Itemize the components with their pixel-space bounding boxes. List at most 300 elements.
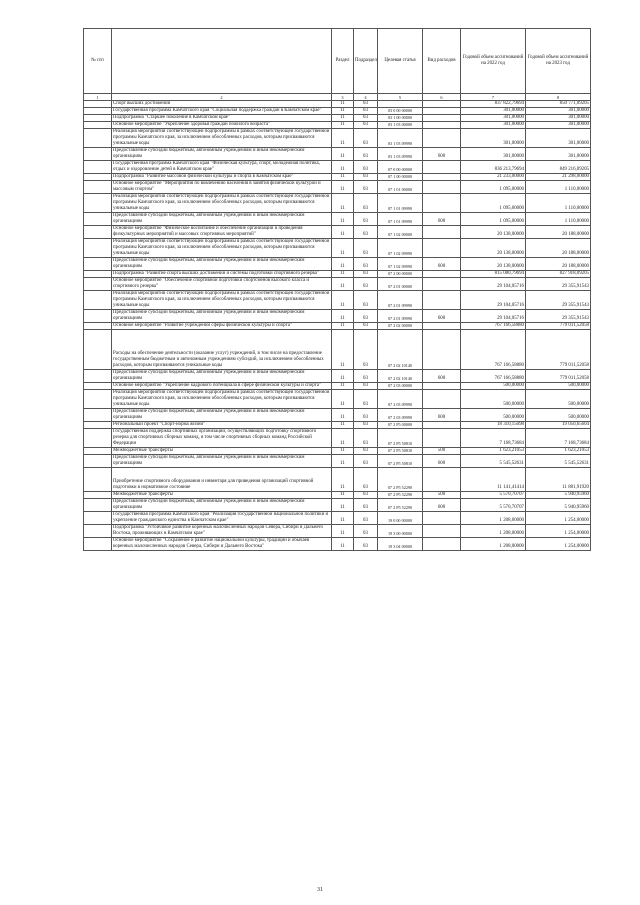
cell-section: 11 bbox=[332, 468, 354, 492]
header-num: № п/п bbox=[84, 29, 112, 94]
cell-subsection: 03 bbox=[354, 278, 378, 291]
cell-section: 11 bbox=[332, 174, 354, 181]
cell-subsection: 03 bbox=[354, 291, 378, 310]
table-row bbox=[84, 468, 591, 492]
cell-name: Расходы на обеспечение деятельности (оказание услуг) учреждений, в том числе на предоставление государственным бюджетным и автономным учреждениям субсидий, за исключением обособленных расходов, которым присваиваются уникальные коды bbox=[112, 330, 332, 370]
column-number: 5 bbox=[378, 94, 423, 101]
cell-name: Региональный проект "Спорт-норма жизни" bbox=[112, 422, 332, 429]
cell-target: 07 2 P5 52290 bbox=[378, 499, 423, 512]
table-row bbox=[84, 370, 591, 383]
header-2023: Годовой объем ассигнований на 2023 год bbox=[526, 29, 591, 94]
cell-2023: 7 168,73684 bbox=[526, 429, 591, 448]
cell-subsection: 03 bbox=[354, 194, 378, 213]
cell-name: Предоставление субсидий бюджетным, автономным учреждениям и иным некоммерческим организациям bbox=[112, 310, 332, 323]
cell-2023: 301,00000 bbox=[526, 148, 591, 161]
cell-name: Государственная поддержка спортивных организаций, осуществляющих подготовку спортивного резерва для спортивных сборных команд, в том числе спортивных сборных команд Российской Федерации bbox=[112, 429, 332, 448]
table-row bbox=[84, 101, 591, 108]
cell-expense-type bbox=[423, 129, 461, 148]
table-row bbox=[84, 213, 591, 226]
cell-target: 07 1 02 09990 bbox=[378, 258, 423, 271]
cell-2022: 7 168,73684 bbox=[461, 429, 526, 448]
cell-subsection: 03 bbox=[354, 129, 378, 148]
cell-expense-type: 600 bbox=[423, 310, 461, 323]
cell-2023: 1 110,00000 bbox=[526, 194, 591, 213]
cell-target: 07 2 P5 50810 bbox=[378, 429, 423, 448]
cell-subsection: 03 bbox=[354, 409, 378, 422]
cell-2023: 500,00000 bbox=[526, 383, 591, 390]
cell-2022: 500,00000 bbox=[461, 409, 526, 422]
cell-2023: 11 881,91920 bbox=[526, 468, 591, 492]
cell-section: 11 bbox=[332, 448, 354, 455]
cell-target: 07 1 02 09990 bbox=[378, 239, 423, 258]
cell-expense-type bbox=[423, 101, 461, 108]
cell-target: 07 1 02 00000 bbox=[378, 226, 423, 239]
column-number-row bbox=[84, 94, 591, 101]
cell-subsection: 03 bbox=[354, 538, 378, 551]
cell-num bbox=[84, 278, 112, 291]
cell-2023: 779 011,52058 bbox=[526, 370, 591, 383]
cell-name: Основное мероприятие "Укрепление кадрового потенциала в сфере физической культуры и спорта" bbox=[112, 383, 332, 390]
header-subsection: Подраздел bbox=[354, 29, 378, 94]
cell-subsection: 03 bbox=[354, 492, 378, 499]
cell-target: 07 2 P5 52290 bbox=[378, 492, 423, 499]
cell-num bbox=[84, 492, 112, 499]
cell-target: 19 0 00 00000 bbox=[378, 512, 423, 525]
cell-target: 07 2 03 00000 bbox=[378, 383, 423, 390]
budget-table bbox=[83, 28, 591, 551]
cell-target: 07 2 01 09990 bbox=[378, 291, 423, 310]
cell-name: Межбюджетные трансферты bbox=[112, 448, 332, 455]
cell-subsection: 03 bbox=[354, 115, 378, 122]
column-number: 6 bbox=[423, 94, 461, 101]
cell-num bbox=[84, 181, 112, 194]
cell-section: 11 bbox=[332, 323, 354, 330]
cell-num bbox=[84, 271, 112, 278]
cell-name: Основное мероприятие "Сохранение и развитие национальной культуры, традиций и обычаев коренных малочисленных народов Севера, Сибири и Дальнего Востока" bbox=[112, 538, 332, 551]
table-row bbox=[84, 108, 591, 115]
cell-num bbox=[84, 330, 112, 370]
cell-2022: 837 822,79694 bbox=[461, 101, 526, 108]
cell-expense-type: 600 bbox=[423, 455, 461, 468]
cell-target: 19 3 04 00000 bbox=[378, 538, 423, 551]
cell-name: Реализация мероприятий соответствующей подпрограммы в рамках соответствующей государственной программы Камчатского края, за исключением обособленных расходов, которым присваиваются уникальные коды bbox=[112, 291, 332, 310]
cell-target: 03 1 03 09990 bbox=[378, 148, 423, 161]
cell-section: 11 bbox=[332, 101, 354, 108]
header-2022: Годовой объем ассигнований на 2022 год bbox=[461, 29, 526, 94]
cell-2023: 779 011,52058 bbox=[526, 330, 591, 370]
table-row bbox=[84, 409, 591, 422]
cell-name: Предоставление субсидий бюджетным, автономным учреждениям и иным некоммерческим организациям bbox=[112, 213, 332, 226]
cell-name: Основное мероприятие "Укрепление здоровья граждан пожилого возраста" bbox=[112, 122, 332, 129]
cell-2023: 29 355,91543 bbox=[526, 291, 591, 310]
cell-name: Реализация мероприятий соответствующей подпрограммы в рамках соответствующей государственной программы Камчатского края, за исключением обособленных расходов, которым присваиваются уникальные коды bbox=[112, 239, 332, 258]
cell-target bbox=[378, 101, 423, 108]
cell-expense-type: 600 bbox=[423, 370, 461, 383]
cell-section: 11 bbox=[332, 492, 354, 499]
table-row bbox=[84, 271, 591, 278]
cell-num bbox=[84, 258, 112, 271]
cell-2022: 1 095,00000 bbox=[461, 194, 526, 213]
cell-name: Подпрограмма "Развитие массовой физической культуры и спорта в Камчатском крае" bbox=[112, 174, 332, 181]
cell-num bbox=[84, 148, 112, 161]
table-row bbox=[84, 525, 591, 538]
cell-2022: 18 310,15098 bbox=[461, 422, 526, 429]
cell-section: 11 bbox=[332, 525, 354, 538]
cell-2023: 19 050,65604 bbox=[526, 422, 591, 429]
cell-subsection: 03 bbox=[354, 108, 378, 115]
cell-subsection: 03 bbox=[354, 122, 378, 129]
cell-target: 07 2 03 09990 bbox=[378, 390, 423, 409]
cell-name: Спорт высших достижений bbox=[112, 101, 332, 108]
table-row bbox=[84, 310, 591, 323]
cell-2023: 20 188,00000 bbox=[526, 226, 591, 239]
cell-2023: 29 355,91543 bbox=[526, 310, 591, 323]
table-row bbox=[84, 194, 591, 213]
cell-2022: 29 104,05716 bbox=[461, 291, 526, 310]
cell-2022: 11 141,41414 bbox=[461, 468, 526, 492]
cell-2023: 5 940,95960 bbox=[526, 492, 591, 499]
cell-section: 11 bbox=[332, 271, 354, 278]
cell-num bbox=[84, 115, 112, 122]
cell-name: Реализация мероприятий соответствующей подпрограммы в рамках соответствующей государственной программы Камчатского края, за исключением обособленных расходов, которым присваиваются уникальные коды bbox=[112, 129, 332, 148]
cell-2023: 500,00000 bbox=[526, 409, 591, 422]
cell-expense-type bbox=[423, 525, 461, 538]
cell-2023: 29 355,91543 bbox=[526, 278, 591, 291]
cell-target: 07 2 03 09990 bbox=[378, 409, 423, 422]
cell-name: Основное мероприятие "Обеспечение спортивной подготовки спортсменов высокого класса и спортивного резерва" bbox=[112, 278, 332, 291]
cell-2022: 20 138,00000 bbox=[461, 239, 526, 258]
cell-num bbox=[84, 370, 112, 383]
cell-target: 03 1 00 00000 bbox=[378, 115, 423, 122]
cell-expense-type: 600 bbox=[423, 213, 461, 226]
cell-2022: 301,00000 bbox=[461, 129, 526, 148]
cell-target: 19 3 00 00000 bbox=[378, 525, 423, 538]
cell-expense-type bbox=[423, 390, 461, 409]
cell-section: 11 bbox=[332, 383, 354, 390]
column-number: 1 bbox=[84, 94, 112, 101]
table-row bbox=[84, 448, 591, 455]
table-row bbox=[84, 330, 591, 370]
cell-num bbox=[84, 422, 112, 429]
cell-name: Предоставление субсидий бюджетным, автономным учреждениям и иным некоммерческим организациям bbox=[112, 409, 332, 422]
cell-subsection: 03 bbox=[354, 101, 378, 108]
table-row bbox=[84, 239, 591, 258]
table-row bbox=[84, 226, 591, 239]
cell-2022: 301,00000 bbox=[461, 148, 526, 161]
cell-target: 07 2 P5 00000 bbox=[378, 422, 423, 429]
cell-num bbox=[84, 194, 112, 213]
cell-num bbox=[84, 448, 112, 455]
cell-name: Реализация мероприятий соответствующей подпрограммы в рамках соответствующей государственной программы Камчатского края, за исключением обособленных расходов, которым присваиваются уникальные коды bbox=[112, 194, 332, 213]
header-expense-type: Вид расходов bbox=[423, 29, 461, 94]
cell-2023: 1 110,00000 bbox=[526, 213, 591, 226]
cell-2023: 20 188,00000 bbox=[526, 239, 591, 258]
cell-2023: 301,00000 bbox=[526, 108, 591, 115]
table-row bbox=[84, 258, 591, 271]
cell-num bbox=[84, 468, 112, 492]
cell-subsection: 03 bbox=[354, 390, 378, 409]
table-row bbox=[84, 115, 591, 122]
cell-2023: 20 188,00000 bbox=[526, 258, 591, 271]
cell-expense-type bbox=[423, 538, 461, 551]
cell-2023: 827 918,09205 bbox=[526, 271, 591, 278]
cell-section: 11 bbox=[332, 370, 354, 383]
table-row bbox=[84, 161, 591, 174]
cell-target: 07 2 P5 50810 bbox=[378, 455, 423, 468]
column-number: 3 bbox=[332, 94, 354, 101]
cell-subsection: 03 bbox=[354, 271, 378, 278]
table-row bbox=[84, 390, 591, 409]
table-row bbox=[84, 129, 591, 148]
cell-target: 07 0 00 00000 bbox=[378, 161, 423, 174]
cell-section: 11 bbox=[332, 226, 354, 239]
cell-section: 11 bbox=[332, 310, 354, 323]
cell-subsection: 03 bbox=[354, 161, 378, 174]
cell-num bbox=[84, 174, 112, 181]
cell-expense-type bbox=[423, 271, 461, 278]
cell-2023: 5 545,52631 bbox=[526, 455, 591, 468]
table-row bbox=[84, 278, 591, 291]
cell-2022: 1 095,00000 bbox=[461, 181, 526, 194]
cell-expense-type: 500 bbox=[423, 492, 461, 499]
cell-subsection: 03 bbox=[354, 499, 378, 512]
cell-num bbox=[84, 429, 112, 448]
header-target: Целевая статья bbox=[378, 29, 423, 94]
cell-name: Приобретение спортивного оборудования и инвентаря для приведения организаций спортивной подготовки в нормативное состояние bbox=[112, 468, 332, 492]
cell-target: 07 1 01 09990 bbox=[378, 194, 423, 213]
cell-name: Подпрограмма "Развитие спорта высших достижений и системы подготовки спортивного резерва" bbox=[112, 271, 332, 278]
cell-section: 11 bbox=[332, 278, 354, 291]
table-row bbox=[84, 122, 591, 129]
cell-section: 11 bbox=[332, 129, 354, 148]
cell-num bbox=[84, 538, 112, 551]
cell-section: 11 bbox=[332, 429, 354, 448]
table-row bbox=[84, 174, 591, 181]
cell-num bbox=[84, 512, 112, 525]
cell-2022: 500,00000 bbox=[461, 390, 526, 409]
cell-name: Межбюджетные трансферты bbox=[112, 492, 332, 499]
cell-expense-type bbox=[423, 422, 461, 429]
table-row bbox=[84, 291, 591, 310]
cell-2022: 29 104,05716 bbox=[461, 310, 526, 323]
cell-expense-type bbox=[423, 468, 461, 492]
cell-num bbox=[84, 122, 112, 129]
cell-subsection: 03 bbox=[354, 525, 378, 538]
cell-target: 07 1 00 00000 bbox=[378, 174, 423, 181]
cell-subsection: 03 bbox=[354, 213, 378, 226]
cell-expense-type bbox=[423, 323, 461, 330]
cell-section: 11 bbox=[332, 115, 354, 122]
cell-name: Государственная программа Камчатского края "Реализация государственной национальной политики и укрепление гражданского единства в Камчатском крае" bbox=[112, 512, 332, 525]
table-row bbox=[84, 455, 591, 468]
cell-num bbox=[84, 129, 112, 148]
column-number: 2 bbox=[112, 94, 332, 101]
cell-num bbox=[84, 383, 112, 390]
table-row bbox=[84, 512, 591, 525]
cell-section: 11 bbox=[332, 194, 354, 213]
cell-subsection: 03 bbox=[354, 422, 378, 429]
table-row bbox=[84, 538, 591, 551]
cell-subsection: 03 bbox=[354, 468, 378, 492]
cell-2022: 20 138,00000 bbox=[461, 258, 526, 271]
cell-num bbox=[84, 310, 112, 323]
cell-name: Предоставление субсидий бюджетным, автономным учреждениям и иным некоммерческим организациям bbox=[112, 370, 332, 383]
cell-2022: 5 570,70707 bbox=[461, 492, 526, 499]
table-row bbox=[84, 383, 591, 390]
cell-subsection: 03 bbox=[354, 148, 378, 161]
cell-subsection: 03 bbox=[354, 330, 378, 370]
cell-expense-type bbox=[423, 291, 461, 310]
cell-expense-type bbox=[423, 174, 461, 181]
cell-name: Основное мероприятие "Развитие учреждений сферы физической культуры и спорта" bbox=[112, 323, 332, 330]
cell-target: 07 2 02 10140 bbox=[378, 330, 423, 370]
cell-2022: 767 166,58880 bbox=[461, 323, 526, 330]
cell-name: Государственная программа Камчатского края "Социальная поддержка граждан в Камчатском крае" bbox=[112, 108, 332, 115]
cell-target: 07 2 P5 52290 bbox=[378, 468, 423, 492]
cell-2023: 850 771,09205 bbox=[526, 101, 591, 108]
cell-2023: 1 254,00000 bbox=[526, 525, 591, 538]
cell-2022: 301,00000 bbox=[461, 108, 526, 115]
cell-name: Реализация мероприятий соответствующей подпрограммы в рамках соответствующей государственной программы Камчатского края, за исключением обособленных расходов, которым присваиваются уникальные коды bbox=[112, 390, 332, 409]
cell-subsection: 03 bbox=[354, 383, 378, 390]
cell-target: 07 2 02 00000 bbox=[378, 323, 423, 330]
cell-num bbox=[84, 108, 112, 115]
cell-subsection: 03 bbox=[354, 323, 378, 330]
table-row bbox=[84, 499, 591, 512]
table-row bbox=[84, 148, 591, 161]
cell-num bbox=[84, 101, 112, 108]
cell-2022: 500,00000 bbox=[461, 383, 526, 390]
cell-2023: 301,00000 bbox=[526, 129, 591, 148]
cell-name: Предоставление субсидий бюджетным, автономным учреждениям и иным некоммерческим организациям bbox=[112, 258, 332, 271]
cell-2023: 301,00000 bbox=[526, 122, 591, 129]
cell-subsection: 03 bbox=[354, 181, 378, 194]
cell-subsection: 03 bbox=[354, 174, 378, 181]
cell-num bbox=[84, 455, 112, 468]
cell-2022: 1 208,00000 bbox=[461, 512, 526, 525]
cell-2023: 1 623,21053 bbox=[526, 448, 591, 455]
cell-2022: 301,00000 bbox=[461, 122, 526, 129]
cell-name: Подпрограмма "Старшее поколение в Камчатском крае" bbox=[112, 115, 332, 122]
cell-2023: 500,00000 bbox=[526, 390, 591, 409]
cell-expense-type: 600 bbox=[423, 258, 461, 271]
cell-section: 11 bbox=[332, 422, 354, 429]
cell-name: Предоставление субсидий бюджетным, автономным учреждениям и иным некоммерческим организациям bbox=[112, 499, 332, 512]
cell-section: 11 bbox=[332, 409, 354, 422]
cell-2023: 849 216,09205 bbox=[526, 161, 591, 174]
header-name bbox=[112, 29, 332, 94]
cell-target: 03 1 03 09990 bbox=[378, 129, 423, 148]
cell-expense-type bbox=[423, 383, 461, 390]
cell-section: 11 bbox=[332, 390, 354, 409]
cell-section: 11 bbox=[332, 161, 354, 174]
cell-subsection: 03 bbox=[354, 455, 378, 468]
cell-num bbox=[84, 239, 112, 258]
cell-2022: 301,00000 bbox=[461, 115, 526, 122]
cell-expense-type: 600 bbox=[423, 499, 461, 512]
cell-expense-type bbox=[423, 278, 461, 291]
cell-2022: 815 080,79694 bbox=[461, 271, 526, 278]
cell-2022: 767 166,58880 bbox=[461, 370, 526, 383]
cell-2022: 1 095,00000 bbox=[461, 213, 526, 226]
cell-num bbox=[84, 390, 112, 409]
column-number: 7 bbox=[461, 94, 526, 101]
cell-2022: 20 138,00000 bbox=[461, 226, 526, 239]
cell-num bbox=[84, 226, 112, 239]
table-row bbox=[84, 323, 591, 330]
cell-num bbox=[84, 323, 112, 330]
cell-num bbox=[84, 499, 112, 512]
cell-2023: 1 254,00000 bbox=[526, 538, 591, 551]
cell-2022: 5 570,70707 bbox=[461, 499, 526, 512]
cell-num bbox=[84, 409, 112, 422]
cell-2023: 1 254,00000 bbox=[526, 512, 591, 525]
cell-expense-type: 600 bbox=[423, 148, 461, 161]
cell-name: Подпрограмма "Устойчивое развитие коренных малочисленных народов Севера, Сибири и Дальнего Востока, проживающих в Камчатском крае" bbox=[112, 525, 332, 538]
cell-name: Основное мероприятие "Мероприятия по вовлечению населения в занятия физической культурой и массовым спортом" bbox=[112, 181, 332, 194]
cell-expense-type bbox=[423, 330, 461, 370]
cell-section: 11 bbox=[332, 213, 354, 226]
cell-2022: 1 208,00000 bbox=[461, 538, 526, 551]
cell-target: 03 1 03 00000 bbox=[378, 122, 423, 129]
cell-2022: 5 545,52631 bbox=[461, 455, 526, 468]
cell-target: 07 2 01 00000 bbox=[378, 278, 423, 291]
page-number: 31 bbox=[317, 887, 323, 893]
cell-num bbox=[84, 213, 112, 226]
cell-subsection: 03 bbox=[354, 370, 378, 383]
cell-section: 11 bbox=[332, 122, 354, 129]
cell-subsection: 03 bbox=[354, 448, 378, 455]
cell-name: Основное мероприятие "Физическое воспитание и обеспечение организации и проведения физкультурных мероприятий и массовых спортивных мероприятий" bbox=[112, 226, 332, 239]
cell-section: 11 bbox=[332, 148, 354, 161]
cell-2023: 21 298,00000 bbox=[526, 174, 591, 181]
cell-target: 07 1 01 00000 bbox=[378, 181, 423, 194]
cell-expense-type: 500 bbox=[423, 448, 461, 455]
cell-num bbox=[84, 161, 112, 174]
cell-subsection: 03 bbox=[354, 512, 378, 525]
cell-expense-type bbox=[423, 181, 461, 194]
cell-expense-type bbox=[423, 226, 461, 239]
table-row bbox=[84, 429, 591, 448]
cell-subsection: 03 bbox=[354, 258, 378, 271]
header-row bbox=[84, 29, 591, 94]
table-row bbox=[84, 422, 591, 429]
cell-2023: 301,00000 bbox=[526, 115, 591, 122]
cell-target: 07 1 01 09990 bbox=[378, 213, 423, 226]
cell-expense-type bbox=[423, 115, 461, 122]
cell-expense-type bbox=[423, 161, 461, 174]
cell-num bbox=[84, 291, 112, 310]
table-row bbox=[84, 492, 591, 499]
cell-expense-type bbox=[423, 239, 461, 258]
cell-section: 11 bbox=[332, 512, 354, 525]
cell-2022: 836 213,79694 bbox=[461, 161, 526, 174]
table-row bbox=[84, 181, 591, 194]
cell-2022: 1 623,21053 bbox=[461, 448, 526, 455]
cell-expense-type bbox=[423, 122, 461, 129]
cell-section: 11 bbox=[332, 239, 354, 258]
cell-section: 11 bbox=[332, 538, 354, 551]
cell-subsection: 03 bbox=[354, 310, 378, 323]
cell-section: 11 bbox=[332, 258, 354, 271]
cell-2023: 779 011,52058 bbox=[526, 323, 591, 330]
cell-2023: 5 940,95960 bbox=[526, 499, 591, 512]
cell-section: 11 bbox=[332, 499, 354, 512]
cell-subsection: 03 bbox=[354, 429, 378, 448]
column-number: 8 bbox=[526, 94, 591, 101]
cell-section: 11 bbox=[332, 455, 354, 468]
cell-expense-type bbox=[423, 194, 461, 213]
